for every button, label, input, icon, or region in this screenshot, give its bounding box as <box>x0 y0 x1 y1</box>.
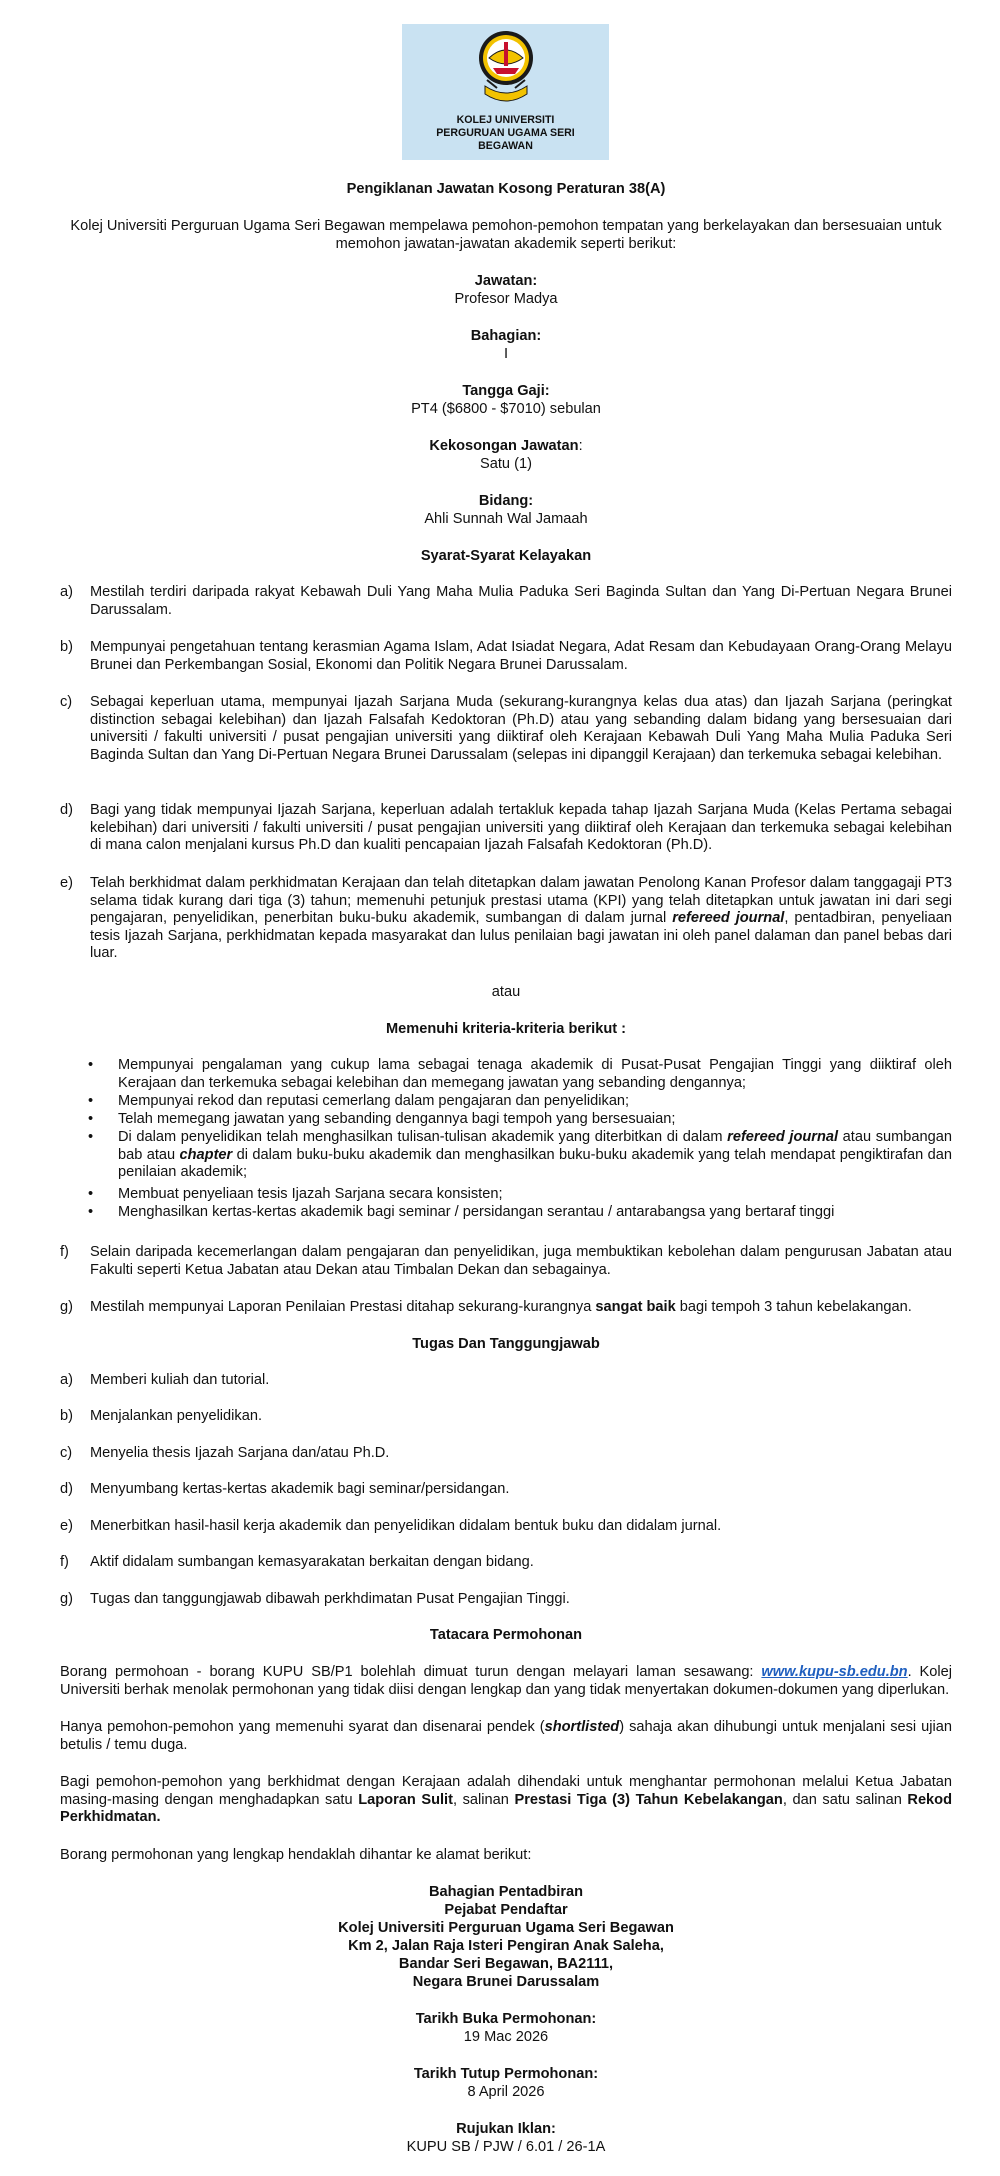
address-line: Km 2, Jalan Raja Isteri Pengiran Anak Saleha, <box>348 1938 664 1954</box>
emphasis-laporan-sulit: Laporan Sulit <box>358 1791 453 1808</box>
university-logo <box>402 24 609 160</box>
section-heading-syarat: Syarat-Syarat Kelayakan <box>420 548 592 564</box>
bullet-icon: • <box>88 1186 94 1202</box>
item-text: Sebagai keperluan utama, mempunyai Ijazah Sarjana Muda (sekurang-kurangnya kelas dua atas) dan Ijazah Sarjana (peringkat distinction sebagai kelebihan) dan Ijazah Falsafah Kedoktoran (Ph.D) atau yang sebanding dalam bidang yang bersesuaian dari universiti / fakulti universiti / pusat pengajian universiti yang diiktiraf oleh Kerajaan Kebawah Duli Yang Maha Mulia Paduka Seri Baginda Sultan dan Yang Di-Pertuan Negara Brunei Darussalam (selepas ini dipanggil Kerajaan) dan terkemuka sebagai kelebihan. <box>90 694 952 763</box>
item-marker: g) <box>60 1591 73 1607</box>
bullet-text: Mempunyai rekod dan reputasi cemerlang dalam pengajaran dan penyelidikan; <box>118 1093 630 1109</box>
text-run: Borang permohoan - borang KUPU SB/P1 bolehlah dimuat turun dengan melayari laman sesawang: <box>60 1664 762 1680</box>
kriteria-heading: Memenuhi kriteria-kriteria berikut : <box>385 1021 627 1037</box>
item-marker: f) <box>60 1244 69 1260</box>
bullet-icon: • <box>88 1204 94 1220</box>
text-run: Hanya pemohon-pemohon yang memenuhi syarat dan disenarai pendek ( <box>60 1719 545 1735</box>
text-run: Telah berkhidmat dalam perkhidmatan Kerajaan dan telah ditetapkan dalam jawatan Penolong Kanan Profesor dalam tanggagaji PT3 selama tidak kurang dari tiga (3) tahun; memenuhi petunjuk prestasi utama (KPI) yang telah ditetapkan untuk jawatan ini dari segi pengajaran, penyelidikan, penerbitan buku-buku akademik, sumbangan di dalam jurnal <box>90 875 952 927</box>
field-label-tangga-gaji: Tangga Gaji: <box>462 383 550 399</box>
text-run: atau sumbangan bab atau <box>118 1129 952 1163</box>
closing-label: Tarikh Buka Permohonan: <box>415 2011 597 2027</box>
field-value-bidang: Ahli Sunnah Wal Jamaah <box>424 511 588 527</box>
emphasis-rekod: Rekod Perkhidmatan. <box>60 1791 953 1826</box>
bullet-icon: • <box>88 1129 94 1145</box>
text-run: Mestilah mempunyai Laporan Penilaian Prestasi ditahap sekurang-kurangnya <box>90 1299 596 1315</box>
item-text: Menyelia thesis Ijazah Sarjana dan/atau Ph.D. <box>90 1445 390 1461</box>
item-marker: c) <box>60 694 73 710</box>
field-value-kekosongan: Satu (1) <box>480 456 532 472</box>
text-run: . Kolej Universiti berhak menolak permohonan yang tidak diisi dengan lengkap dan yang tidak menyertakan dokumen-dokumen yang diperlukan. <box>60 1664 952 1698</box>
address-line: Kolej Universiti Perguruan Ugama Seri Begawan <box>338 1920 674 1936</box>
section-heading-tugas: Tugas Dan Tanggungjawab <box>412 1336 600 1352</box>
field-value-bahagian: I <box>503 346 509 362</box>
emphasis-chapter: chapter <box>179 1146 233 1163</box>
emphasis-prestasi: Prestasi Tiga (3) Tahun Kebelakangan <box>514 1791 783 1808</box>
item-text <box>90 875 952 963</box>
bullet-text: Mempunyai pengalaman yang cukup lama sebagai tenaga akademik di Pusat-Pusat Pengajian Tinggi yang diiktiraf oleh Kerajaan dan terkemuka sebagai kelebihan dan memegang jawatan yang sebanding dengannya; <box>118 1057 952 1091</box>
item-text <box>90 1299 952 1317</box>
field-label-kekosongan <box>60 438 952 456</box>
emphasis-shortlisted: shortlisted <box>544 1719 620 1735</box>
item-marker: e) <box>60 875 73 891</box>
closing-value: 8 April 2026 <box>467 2084 545 2100</box>
bullet-icon: • <box>88 1111 94 1127</box>
text-run: bagi tempoh 3 tahun kebelakangan. <box>675 1299 912 1315</box>
bullet-icon: • <box>88 1057 94 1073</box>
field-value-jawatan: Profesor Madya <box>454 291 558 307</box>
university-crest-icon <box>477 28 535 110</box>
text-run: Bagi pemohon-pemohon yang berkhidmat dengan Kerajaan adalah dihendaki untuk menghantar permohonan melalui Ketua Jabatan masing-masing dengan menghadapkan satu <box>60 1774 952 1808</box>
item-text: Mempunyai pengetahuan tentang kerasmian Agama Islam, Adat Isiadat Negara, Adat Resam dan Kebudayaan Orang-Orang Melayu Brunei dan Perkembangan Sosial, Ekonomi dan Politik Negara Brunei Darussalam. <box>90 639 952 673</box>
item-text: Bagi yang tidak mempunyai Ijazah Sarjana, keperluan adalah tertakluk kepada tahap Ijazah Sarjana Muda (Kelas Pertama sebagai kelebihan) dari universiti / fakulti universiti / pusat pengajian universiti yang diiktiraf oleh Kerajaan dan terkemuka sebagai kelebihan di mana calon menjalani kursus Ph.D dan kualiti pencapaian Ijazah Falsafah Kedoktoran (Ph.D). <box>90 802 952 854</box>
item-marker: d) <box>60 1481 73 1497</box>
address-line: Bandar Seri Begawan, BA2111, <box>398 1956 614 1972</box>
logo-wordmark <box>402 114 609 153</box>
item-text: Menyumbang kertas-kertas akademik bagi seminar/persidangan. <box>90 1481 510 1497</box>
item-text: Selain daripada kecemerlangan dalam pengajaran dan penyelidikan, juga membuktikan kebolehan dalam pengurusan Jabatan atau Fakulti seperti Ketua Jabatan atau Dekan atau Timbalan Dekan dan sebagainya. <box>90 1244 952 1278</box>
item-marker: f) <box>60 1554 69 1570</box>
bullet-text: Telah memegang jawatan yang sebanding dengannya bagi tempoh yang bersesuaian; <box>118 1111 676 1127</box>
emphasis-refereed-journal: refereed journal <box>727 1129 839 1145</box>
address-line: Pejabat Pendaftar <box>444 1902 568 1918</box>
tatacara-paragraph <box>60 1719 952 1754</box>
emphasis-sangat-baik: sangat baik <box>595 1299 676 1315</box>
item-marker: c) <box>60 1445 73 1461</box>
item-text: Memberi kuliah dan tutorial. <box>90 1372 270 1388</box>
page-title: Pengiklanan Jawatan Kosong Peraturan 38(A) <box>346 181 666 197</box>
logo-line: KOLEJ UNIVERSITI <box>456 114 555 126</box>
item-marker: b) <box>60 639 73 655</box>
closing-label: Rujukan Iklan: <box>456 2121 556 2137</box>
item-text: Mestilah terdiri daripada rakyat Kebawah Duli Yang Maha Mulia Paduka Seri Baginda Sultan dan Yang Di-Pertuan Negara Brunei Darussalam. <box>90 584 952 618</box>
tatacara-paragraph <box>60 1774 952 1827</box>
address-line: Negara Brunei Darussalam <box>412 1974 600 1990</box>
website-link[interactable]: www.kupu-sb.edu.bn <box>761 1664 908 1680</box>
bullet-text <box>118 1129 952 1182</box>
text-run: , dan satu salinan <box>782 1791 908 1808</box>
item-text: Menerbitkan hasil-hasil kerja akademik dan penyelidikan didalam bentuk buku dan didalam jurnal. <box>90 1518 722 1534</box>
field-label-bahagian: Bahagian: <box>470 328 542 344</box>
item-marker: a) <box>60 1372 73 1388</box>
emphasis-refereed-journal: refereed journal <box>672 910 785 927</box>
item-marker: d) <box>60 802 73 818</box>
atau-separator: atau <box>491 984 521 1000</box>
item-text: Menjalankan penyelidikan. <box>90 1408 262 1424</box>
bullet-icon: • <box>88 1093 94 1109</box>
item-marker: b) <box>60 1408 73 1424</box>
closing-label: Tarikh Tutup Permohonan: <box>413 2066 599 2082</box>
tatacara-paragraph <box>60 1664 952 1699</box>
text-run: di dalam buku-buku akademik dan menghasilkan buku-buku akademik yang telah mendapat pengiktirafan dan penilaian akademik; <box>118 1146 952 1181</box>
field-value-tangga-gaji: PT4 ($6800 - $7010) sebulan <box>411 401 601 417</box>
item-marker: g) <box>60 1299 73 1315</box>
field-label-jawatan: Jawatan: <box>474 273 538 289</box>
section-heading-tatacara: Tatacara Permohonan <box>429 1627 583 1643</box>
field-label-bidang: Bidang: <box>478 493 534 509</box>
logo-line: BEGAWAN <box>478 140 533 152</box>
closing-value: 19 Mac 2026 <box>463 2029 549 2045</box>
text-run: , salinan <box>452 1791 515 1808</box>
logo-line: PERGURUAN UGAMA SERI <box>436 127 575 139</box>
item-marker: e) <box>60 1518 73 1534</box>
text-run: , pentadbiran, penyeliaan tesis Ijazah Sarjana, perkhidmatan kepada masyarakat dan lulus penilaian bagi jawatan ini oleh panel dalaman dan panel bebas dari luar. <box>90 910 952 962</box>
tatacara-paragraph: Borang permohonan yang lengkap hendaklah dihantar ke alamat berikut: <box>60 1847 532 1863</box>
text-run: ) sahaja akan dihubungi untuk menjalani sesi ujian betulis / temu duga. <box>60 1719 952 1753</box>
item-marker: a) <box>60 584 73 600</box>
item-text: Tugas dan tanggungjawab dibawah perkhdimatan Pusat Pengajian Tinggi. <box>90 1591 570 1607</box>
closing-value: KUPU SB / PJW / 6.01 / 26-1A <box>406 2139 606 2155</box>
bullet-text: Membuat penyeliaan tesis Ijazah Sarjana secara konsisten; <box>118 1186 503 1202</box>
intro-paragraph: Kolej Universiti Perguruan Ugama Seri Begawan mempelawa pemohon-pemohon tempatan yang berkelayakan dan bersesuaian untuk memohon jawatan-jawatan akademik seperti berikut: <box>70 218 942 252</box>
item-text: Aktif didalam sumbangan kemasyarakatan berkaitan dengan bidang. <box>90 1554 534 1570</box>
address-line: Bahagian Pentadbiran <box>428 1884 584 1900</box>
bullet-text: Menghasilkan kertas-kertas akademik bagi seminar / persidangan serantau / antarabangsa yang bertaraf tinggi <box>118 1204 835 1220</box>
field-label-colon: : <box>578 438 583 454</box>
text-run: Di dalam penyelidikan telah menghasilkan tulisan-tulisan akademik yang diterbitkan di dalam <box>118 1129 728 1145</box>
field-label-text: Kekosongan Jawatan <box>429 438 579 454</box>
